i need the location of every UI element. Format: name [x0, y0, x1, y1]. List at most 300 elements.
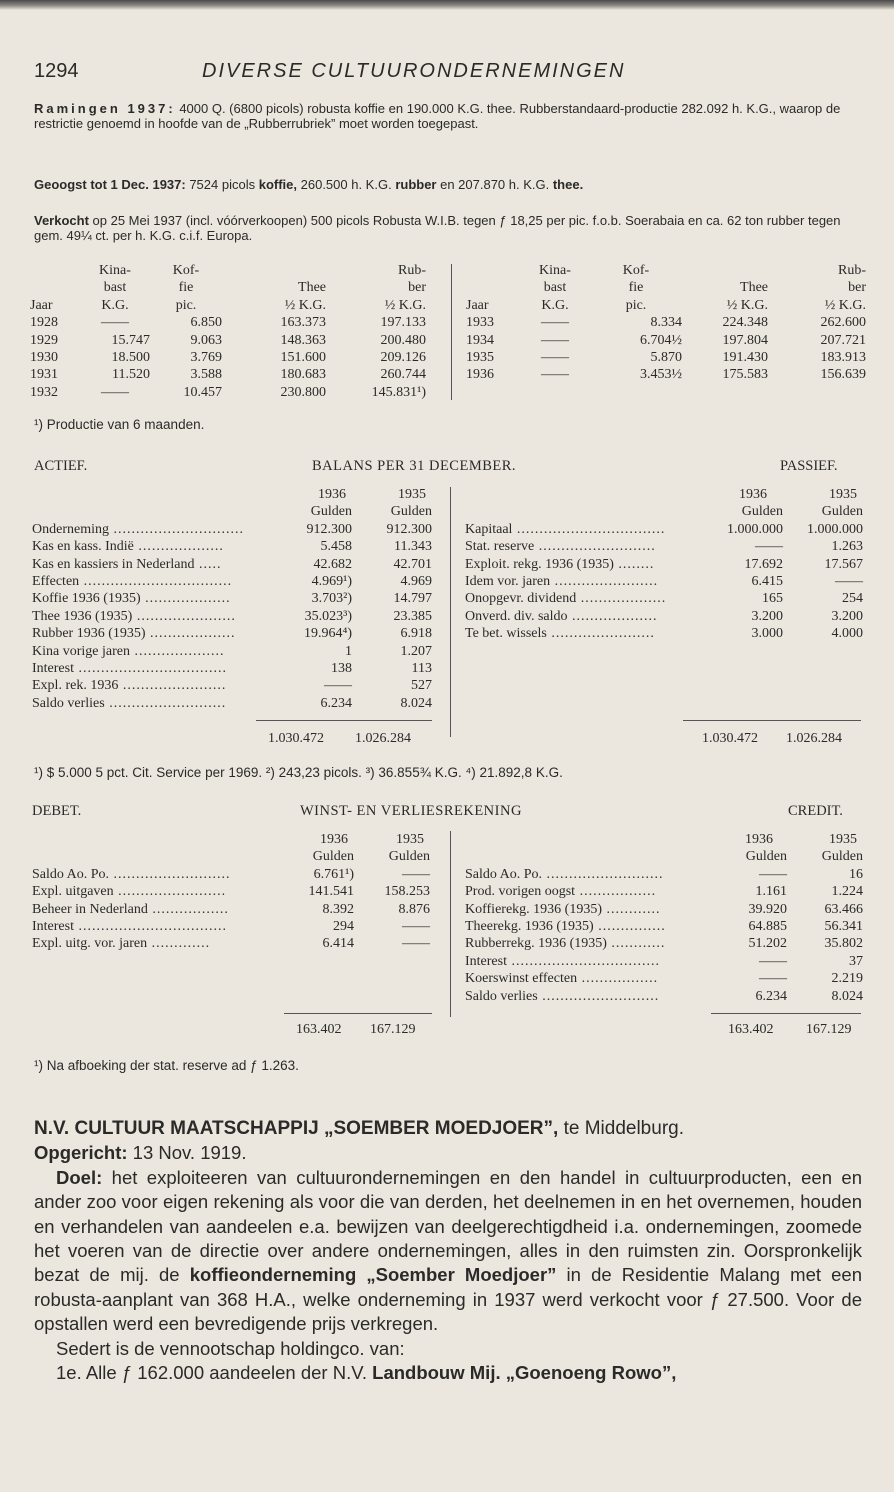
- cell-label: Interest .................................: [32, 661, 227, 677]
- actief-title: ACTIEF.: [34, 458, 88, 474]
- cell-value-1936: 165: [762, 591, 783, 607]
- cell-value-1935: 63.466: [824, 901, 863, 917]
- cell-label: Thee 1936 (1935) ......................: [32, 608, 236, 624]
- table-row: [465, 573, 863, 590]
- cell-value-1936: 6.415: [751, 574, 783, 590]
- table-row: [30, 349, 426, 366]
- cell-kina: 11.520: [112, 367, 150, 383]
- header-rubber: ½ K.G.: [384, 297, 426, 313]
- cell-thee: 175.583: [722, 367, 768, 383]
- header-rubber: ber: [408, 280, 426, 296]
- dot-leader: ............: [606, 936, 666, 952]
- verkocht-paragraph: [34, 213, 862, 243]
- cell-value-1936: 6.414: [322, 936, 354, 952]
- sedert-line: Sedert is de vennootschap holdingco. van:: [56, 1337, 405, 1359]
- header-thee: Thee: [298, 280, 326, 296]
- cell-label: Stat. reserve ..........................: [465, 539, 656, 555]
- dot-leader: .....: [194, 556, 222, 572]
- cell-rubber: 209.126: [380, 350, 426, 366]
- table-row: [32, 918, 430, 935]
- cell-koffie: 3.769: [190, 350, 222, 366]
- unit-header: Gulden: [745, 849, 787, 865]
- cell-thee: 230.800: [280, 384, 326, 400]
- cell-value-1936: 51.202: [748, 936, 787, 952]
- header-kina: bast: [103, 280, 127, 296]
- dot-leader: .................................: [73, 661, 227, 677]
- cell-value-1936: 1.000.000: [727, 521, 783, 537]
- cell-value-1935: 4.969: [400, 574, 432, 590]
- table-row: [32, 901, 430, 918]
- cell-kina: 18.500: [111, 350, 150, 366]
- header-jaar: Jaar: [466, 297, 489, 313]
- actief-total-1936: 1.030.472: [268, 731, 324, 746]
- passief-total-1935: 1.026.284: [786, 731, 842, 746]
- cell-label: Kas en kass. Indië ...................: [32, 539, 224, 555]
- table-row: [32, 538, 432, 555]
- cell-value-1936: 912.300: [306, 521, 352, 537]
- unit-header: Gulden: [741, 504, 783, 520]
- cell-label: Effecten .................................: [32, 574, 233, 590]
- total-rule: [284, 1013, 432, 1014]
- cell-value-1935: 1.263: [831, 539, 863, 555]
- dot-leader: ..........................: [534, 539, 656, 555]
- cell-kina: ——: [541, 332, 569, 348]
- header-koffie: Kof-: [622, 263, 650, 278]
- cell-label: Koerswinst effecten .................: [465, 971, 659, 987]
- cell-jaar: 1930: [30, 350, 58, 366]
- table-row: [465, 556, 863, 573]
- cell-label: Interest .................................: [32, 919, 227, 935]
- verkocht-label: Verkocht: [34, 213, 89, 228]
- cell-label: Koffierekg. 1936 (1935) ............: [465, 901, 661, 917]
- cell-thee: 151.600: [280, 350, 326, 366]
- cell-jaar: 1929: [30, 332, 58, 348]
- year-header: 1936: [745, 832, 773, 847]
- cell-label: Onverd. div. saldo ...................: [465, 608, 658, 624]
- table-row: [32, 677, 432, 694]
- dot-leader: .................................: [79, 574, 233, 590]
- dot-leader: .......................: [546, 626, 655, 642]
- cell-rubber: 197.133: [380, 315, 426, 331]
- cell-label: Onderneming .............................: [32, 521, 244, 537]
- geoogst-text: en 207.870 h. K.G.: [436, 177, 553, 192]
- company-place: te Middelburg.: [558, 1118, 684, 1139]
- cell-koffie: 6.704½: [640, 332, 682, 348]
- dot-leader: ......................: [132, 608, 236, 624]
- year-header: 1935: [396, 832, 424, 847]
- table-row: [30, 366, 426, 383]
- cell-label: Rubberrekg. 1936 (1935) ............: [465, 936, 666, 952]
- header-koffie: Kof-: [172, 263, 200, 278]
- table-row: [32, 866, 430, 883]
- credit-table: [465, 831, 863, 1005]
- verkocht-text: op 25 Mei 1937 (incl. vóórverkoopen) 500 picols Robusta W.I.B. tegen ƒ 18,25 per pic. f.o.b. Soerabaia en ca. 62 ton rubber tegen gem. 49¼ ct. per h. K.G. c.i.f. Europa.: [34, 213, 841, 243]
- unit-header: Gulden: [821, 849, 863, 865]
- credit-total-1935: 167.129: [806, 1022, 852, 1037]
- cell-jaar: 1931: [30, 367, 58, 383]
- table-row: [466, 349, 866, 366]
- cell-kina: ——: [541, 350, 569, 366]
- table-row: [32, 643, 432, 660]
- geoogst-text: 260.500 h. K.G.: [297, 177, 396, 192]
- cell-label: Saldo verlies ..........................: [32, 695, 227, 711]
- debet-title: DEBET.: [32, 803, 82, 819]
- table-row: [465, 625, 863, 642]
- actief-total-1935: 1.026.284: [355, 731, 411, 746]
- dot-leader: .............................: [108, 521, 244, 537]
- table-row: [32, 883, 430, 900]
- balans-title: BALANS PER 31 DECEMBER.: [312, 458, 517, 474]
- cell-label: Saldo Ao. Po. ..........................: [32, 866, 231, 882]
- table-row: [465, 590, 863, 607]
- cell-kina: ——: [541, 315, 569, 331]
- header-rubber: ber: [848, 280, 866, 296]
- cell-label: Expl. uitgaven ........................: [32, 884, 227, 900]
- cell-jaar: 1932: [30, 384, 58, 400]
- passief-title: PASSIEF.: [780, 458, 838, 474]
- dot-leader: ....................: [129, 643, 225, 659]
- table-row: [465, 918, 863, 935]
- cell-value-1935: 1.224: [831, 884, 863, 900]
- doel-text: het exploiteeren van cultuurondernemingen en den handel in cultuurproducten, een en ander zoo voor eigen rekening als voor die van derden, het deelnemen in en het overnemen, houden en verhandelen van aandeelen e.a. bewijzen van deelgerechtigdheid i.a. ondernemingen, zoomede het voeren van de directie over andere ondernemingen, alles in den ruimsten zin. Oorspronkelijk bezat de mij. de: [34, 1166, 862, 1286]
- holding-item-1: [34, 1361, 862, 1385]
- dot-leader: ........: [613, 556, 655, 572]
- page-top-edge: [0, 0, 894, 10]
- cell-jaar: 1935: [466, 350, 494, 366]
- cell-koffie: 3.453½: [640, 367, 682, 383]
- cell-label: Kas en kassiers in Nederland .....: [32, 556, 222, 572]
- table-row: [465, 970, 863, 987]
- table-row: [465, 866, 863, 883]
- dot-leader: .......................: [550, 574, 659, 590]
- cell-thee: 191.430: [722, 350, 768, 366]
- cell-value-1936: ——: [759, 971, 787, 987]
- company-section: [34, 1117, 862, 1385]
- cell-value-1936: ——: [759, 866, 787, 882]
- cell-jaar: 1936: [466, 367, 494, 383]
- cell-jaar: 1933: [466, 315, 494, 331]
- header-jaar: Jaar: [30, 297, 53, 313]
- dot-leader: .................: [575, 884, 657, 900]
- total-rule: [256, 720, 432, 721]
- dot-leader: ...................: [145, 626, 236, 642]
- cell-value-1936: 3.000: [751, 626, 783, 642]
- cell-label: Beheer in Nederland .................: [32, 901, 229, 917]
- dot-leader: ..........................: [104, 695, 227, 711]
- header-koffie: fie: [628, 280, 644, 296]
- cell-label: Exploit. rekg. 1936 (1935) ........: [465, 556, 655, 572]
- year-header: 1936: [320, 832, 348, 847]
- cell-thee: 163.373: [280, 315, 326, 331]
- geoogst-koffie: koffie,: [258, 177, 298, 192]
- cell-value-1936: 64.885: [748, 919, 787, 935]
- cell-value-1936: 6.234: [755, 988, 787, 1004]
- doel-paragraph: [34, 1166, 862, 1337]
- cell-koffie: 6.850: [190, 315, 222, 331]
- cell-value-1935: 42.701: [393, 556, 432, 572]
- cell-rubber: 260.744: [380, 367, 426, 383]
- cell-value-1935: 6.918: [400, 626, 432, 642]
- table-row: [465, 988, 863, 1005]
- cell-jaar: 1934: [466, 332, 494, 348]
- header-thee: Thee: [740, 280, 768, 296]
- cell-value-1935: ——: [402, 866, 430, 882]
- unit-header: Gulden: [821, 504, 863, 520]
- cell-rubber: 156.639: [820, 367, 866, 383]
- opgericht-value: 13 Nov. 1919.: [127, 1142, 247, 1164]
- header-rubber: Rub-: [838, 263, 866, 278]
- holding-item-bold: Landbouw Mij. „Goenoeng Rowo”,: [372, 1362, 677, 1384]
- cell-value-1936: 1: [345, 643, 352, 659]
- table-row: [465, 953, 863, 970]
- total-rule: [711, 1013, 861, 1014]
- cell-value-1936: ——: [324, 678, 352, 694]
- cell-label: Koffie 1936 (1935) ...................: [32, 591, 231, 607]
- cell-value-1935: 912.300: [386, 521, 432, 537]
- header-thee: ½ K.G.: [284, 297, 326, 313]
- doel-text: in de Residentie Malang met een robusta-aanplant van 368 H.A., welke onderneming in 1937 werd verkocht voor ƒ 27.500. Voor de opstallen werd een bevredigende prijs verkregen.: [34, 1264, 863, 1335]
- cell-koffie: 5.870: [650, 350, 682, 366]
- cell-value-1935: 56.341: [824, 919, 863, 935]
- cell-label: Idem vor. jaren .......................: [465, 574, 659, 590]
- cell-value-1935: ——: [835, 574, 863, 590]
- doel-label: Doel:: [56, 1166, 103, 1188]
- cell-thee: 197.804: [722, 332, 768, 348]
- cell-value-1936: 39.920: [748, 901, 787, 917]
- cell-value-1936: 141.541: [308, 884, 354, 900]
- cell-label: Te bet. wissels .......................: [465, 626, 655, 642]
- dot-leader: .................: [577, 971, 659, 987]
- table-row: [30, 384, 426, 401]
- table-row: [32, 695, 432, 712]
- running-title: DIVERSE CULTUURONDERNEMINGEN: [202, 60, 626, 82]
- cell-value-1935: 8.876: [398, 901, 430, 917]
- dot-leader: ........................: [113, 884, 227, 900]
- geoogst-thee: thee.: [552, 177, 584, 192]
- cell-label: Saldo verlies ..........................: [465, 988, 660, 1004]
- dot-leader: ...................: [567, 608, 658, 624]
- credit-total-1936: 163.402: [728, 1022, 774, 1037]
- cell-thee: 224.348: [722, 315, 768, 331]
- table-row: [466, 332, 866, 349]
- table-row: [32, 608, 432, 625]
- cell-value-1935: 17.567: [824, 556, 863, 572]
- cell-label: Kina vorige jaren ....................: [32, 643, 225, 659]
- production-table-right: [466, 262, 866, 384]
- cell-value-1935: 11.343: [394, 539, 432, 555]
- cell-value-1936: 3.703²): [311, 591, 352, 607]
- table-row: [32, 660, 432, 677]
- dot-leader: .......................: [118, 678, 227, 694]
- header-kina: Kina-: [539, 263, 571, 278]
- cell-value-1935: 4.000: [831, 626, 863, 642]
- dot-leader: .................................: [506, 953, 660, 969]
- passief-total-1936: 1.030.472: [702, 731, 758, 746]
- dot-leader: ...................: [576, 591, 667, 607]
- dot-leader: ...................: [140, 591, 231, 607]
- cell-value-1936: 42.682: [313, 556, 352, 572]
- table-row: [465, 883, 863, 900]
- header-kina: Kina-: [99, 263, 131, 278]
- passief-table: [465, 486, 863, 643]
- table-row: [465, 521, 863, 538]
- table-row: [30, 332, 426, 349]
- cell-value-1936: 35.023³): [304, 608, 352, 624]
- header-koffie: pic.: [175, 297, 197, 313]
- dot-leader: ..........................: [542, 866, 664, 882]
- cell-koffie: 8.334: [650, 315, 682, 331]
- table-row: [32, 556, 432, 573]
- ramingen-paragraph: [34, 101, 862, 131]
- year-header: 1936: [739, 487, 767, 502]
- dot-leader: ...............: [593, 919, 666, 935]
- year-header: 1936: [318, 487, 346, 502]
- cell-value-1935: 14.797: [393, 591, 432, 607]
- debet-total-1936: 163.402: [296, 1022, 342, 1037]
- geoogst-paragraph: [34, 177, 862, 192]
- cell-value-1935: 2.219: [831, 971, 863, 987]
- cell-koffie: 10.457: [183, 384, 222, 400]
- page-number: 1294: [34, 60, 79, 82]
- cell-label: Theerekg. 1936 (1935) ...............: [465, 919, 666, 935]
- cell-value-1936: 17.692: [744, 556, 783, 572]
- cell-value-1935: 113: [411, 661, 432, 677]
- column-divider: [450, 487, 451, 737]
- balans-footnote: ¹) $ 5.000 5 pct. Cit. Service per 1969. ²) 243,23 picols. ³) 36.855¾ K.G. ⁴) 21.892,8 K.G.: [34, 765, 563, 780]
- column-divider: [451, 264, 452, 400]
- table-row: [465, 935, 863, 952]
- ramingen-text: 4000 Q. (6800 picols) robusta koffie en 190.000 K.G. thee. Rubberstandaard-productie 282.092 h. K.G., waarop de restrictie genoemd in hoofde van de „Rubberrubriek” moet worden toegepast.: [34, 101, 841, 131]
- cell-value-1935: 35.802: [824, 936, 863, 952]
- cell-value-1935: 16: [849, 866, 863, 882]
- header-rubber: Rub-: [398, 263, 426, 278]
- cell-value-1936: 4.969¹): [311, 574, 352, 590]
- cell-label: Rubber 1936 (1935) ...................: [32, 626, 236, 642]
- cell-value-1935: 1.207: [400, 643, 432, 659]
- dot-leader: .............: [147, 936, 211, 952]
- cell-value-1936: 6.761¹): [313, 866, 354, 882]
- credit-title: CREDIT.: [788, 803, 843, 819]
- debet-total-1935: 167.129: [370, 1022, 416, 1037]
- dot-leader: ...................: [133, 539, 224, 555]
- unit-header: Gulden: [388, 849, 430, 865]
- cell-value-1935: ——: [402, 919, 430, 935]
- cell-value-1935: 23.385: [393, 608, 432, 624]
- table-row: [466, 366, 866, 383]
- cell-value-1936: 6.234: [320, 695, 352, 711]
- dot-leader: .................: [147, 901, 229, 917]
- cell-value-1936: 5.458: [320, 539, 352, 555]
- cell-value-1935: 8.024: [400, 695, 432, 711]
- table-row: [30, 314, 426, 331]
- debet-table: [32, 831, 430, 953]
- production-footnote: ¹) Productie van 6 maanden.: [34, 417, 205, 432]
- dot-leader: ............: [602, 901, 661, 917]
- holding-item-text: 1e. Alle ƒ 162.000 aandeelen der N.V.: [56, 1362, 373, 1384]
- table-row: [32, 935, 430, 952]
- cell-rubber: 207.721: [820, 332, 866, 348]
- cell-kina: 15.747: [111, 332, 150, 348]
- cell-koffie: 3.588: [190, 367, 222, 383]
- geoogst-label: Geoogst tot 1 Dec. 1937:: [34, 177, 186, 192]
- table-row: [32, 590, 432, 607]
- cell-thee: 180.683: [280, 367, 326, 383]
- cell-value-1936: 1.161: [755, 884, 787, 900]
- cell-value-1936: ——: [755, 539, 783, 555]
- cell-label: Expl. rek. 1936 .......................: [32, 678, 227, 694]
- cell-label: Prod. vorigen oogst .................: [465, 884, 657, 900]
- table-row: [32, 521, 432, 538]
- cell-label: Expl. uitg. vor. jaren .............: [32, 936, 211, 952]
- dot-leader: ..........................: [537, 988, 660, 1004]
- opgericht-line: [34, 1141, 862, 1165]
- table-row: [466, 314, 866, 331]
- cell-value-1935: 3.200: [831, 608, 863, 624]
- year-header: 1935: [829, 487, 857, 502]
- cell-thee: 148.363: [280, 332, 326, 348]
- header-kina: bast: [543, 280, 567, 296]
- company-name: N.V. CULTUUR MAATSCHAPPIJ „SOEMBER MOEDJOER”,: [34, 1118, 559, 1139]
- cell-value-1936: 19.964⁴): [303, 626, 352, 642]
- cell-value-1935: 158.253: [384, 884, 430, 900]
- cell-rubber: 145.831¹): [371, 384, 426, 400]
- header-koffie: pic.: [625, 297, 647, 313]
- cell-value-1935: 254: [842, 591, 863, 607]
- dot-leader: ..........................: [109, 866, 231, 882]
- dot-leader: .................................: [512, 521, 666, 537]
- header-thee: ½ K.G.: [726, 297, 768, 313]
- company-heading: [34, 1117, 862, 1141]
- cell-label: Kapitaal .................................: [465, 521, 666, 537]
- production-table-left: [30, 262, 426, 401]
- unit-header: Gulden: [310, 504, 352, 520]
- doel-bold: koffieonderneming „Soember Moedjoer”: [189, 1264, 557, 1286]
- column-divider: [450, 831, 451, 1017]
- header-koffie: fie: [178, 280, 194, 296]
- table-row: [465, 538, 863, 555]
- cell-value-1936: ——: [759, 953, 787, 969]
- cell-jaar: 1928: [30, 315, 58, 331]
- table-row: [465, 608, 863, 625]
- header-rubber: ½ K.G.: [824, 297, 866, 313]
- cell-label: Saldo Ao. Po. ..........................: [465, 866, 664, 882]
- actief-table: [32, 486, 432, 712]
- total-rule: [683, 720, 861, 721]
- winst-footnote: ¹) Na afboeking der stat. reserve ad ƒ 1.263.: [34, 1058, 299, 1073]
- cell-koffie: 9.063: [190, 332, 222, 348]
- cell-kina: ——: [101, 315, 129, 331]
- cell-value-1935: 8.024: [831, 988, 863, 1004]
- opgericht-label: Opgericht:: [34, 1142, 128, 1164]
- unit-header: Gulden: [312, 849, 354, 865]
- geoogst-text: 7524 picols: [185, 177, 259, 192]
- header-kina: K.G.: [101, 297, 129, 313]
- year-header: 1935: [829, 832, 857, 847]
- cell-value-1936: 3.200: [751, 608, 783, 624]
- header-kina: K.G.: [541, 297, 569, 313]
- cell-value-1935: ——: [402, 936, 430, 952]
- dot-leader: .................................: [73, 919, 227, 935]
- cell-value-1936: 8.392: [322, 901, 354, 917]
- cell-value-1935: 1.000.000: [807, 521, 863, 537]
- winst-title: WINST- EN VERLIESREKENING: [300, 803, 522, 819]
- ramingen-label: Ramingen 1937:: [34, 101, 176, 116]
- geoogst-rubber: rubber: [395, 177, 437, 192]
- table-row: [32, 573, 432, 590]
- cell-kina: ——: [541, 367, 569, 383]
- cell-value-1936: 294: [333, 919, 354, 935]
- cell-rubber: 183.913: [820, 350, 866, 366]
